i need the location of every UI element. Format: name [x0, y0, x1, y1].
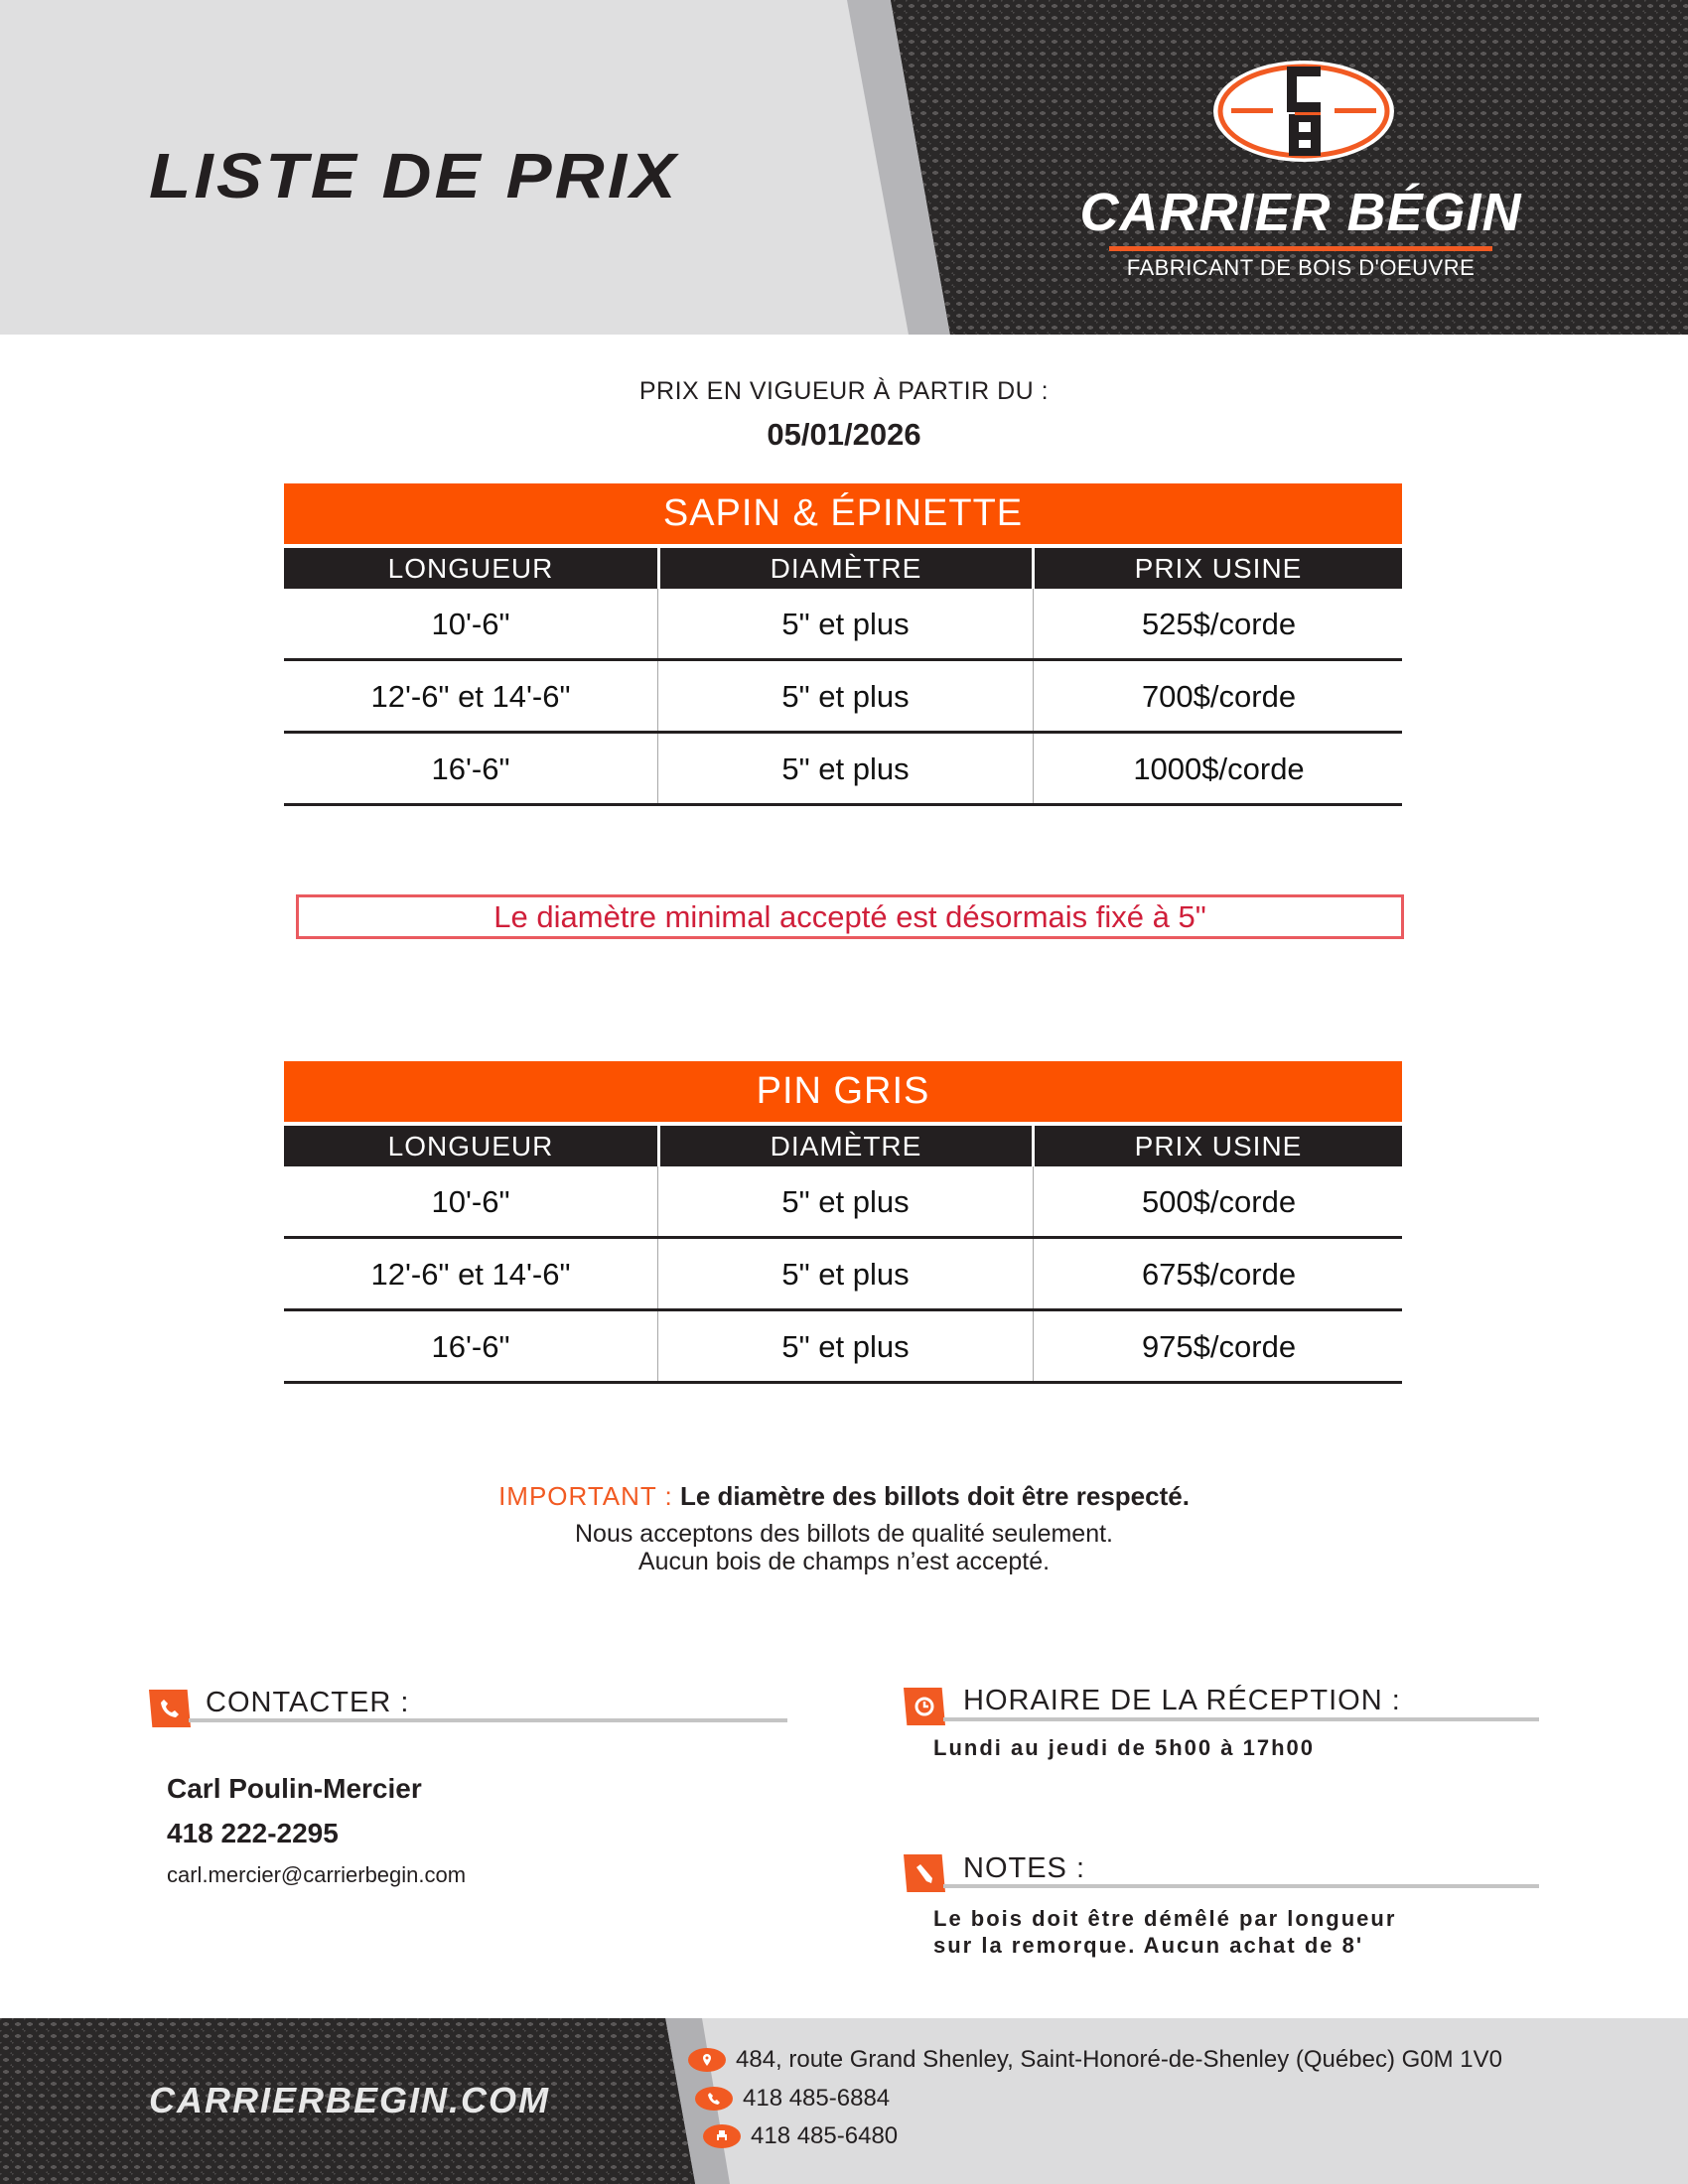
cell-diametre: 5" et plus [657, 1311, 1033, 1381]
hours-heading: HORAIRE DE LA RÉCEPTION : [963, 1685, 1401, 1716]
important-keyword: IMPORTANT : [498, 1481, 673, 1511]
important-message: Le diamètre des billots doit être respecté. [679, 1481, 1190, 1511]
fax-icon [703, 2124, 741, 2148]
table-row [284, 661, 1402, 734]
minimum-diameter-notice: Le diamètre minimal accepté est désormais fixé à 5" [296, 894, 1404, 939]
column-header-diametre: DIAMÈTRE [657, 1126, 1032, 1166]
table-row [284, 1239, 1402, 1311]
table-title: SAPIN & ÉPINETTE [284, 483, 1402, 544]
notes-heading: NOTES : [963, 1852, 1086, 1884]
page-footer [0, 2018, 1688, 2184]
phone-text[interactable]: 418 485-6884 [743, 2085, 891, 2112]
page-title: LISTE DE PRIX [149, 140, 679, 211]
footer-address [688, 2046, 1502, 2074]
cell-diametre: 5" et plus [657, 1166, 1033, 1236]
table-header-row [284, 1126, 1402, 1166]
phone-icon [695, 2087, 733, 2111]
table-row [284, 1166, 1402, 1239]
contact-phone[interactable]: 418 222-2295 [167, 1818, 339, 1848]
contact-name: Carl Poulin-Mercier [167, 1773, 422, 1804]
column-header-diametre: DIAMÈTRE [657, 548, 1032, 589]
column-header-prix-usine: PRIX USINE [1032, 1126, 1402, 1166]
hours-text: Lundi au jeudi de 5h00 à 17h00 [933, 1735, 1315, 1760]
cell-diametre: 5" et plus [657, 661, 1033, 731]
brand-underline [1109, 246, 1492, 251]
footer-phone [695, 2085, 890, 2113]
cell-longueur: 10'-6" [431, 1184, 510, 1219]
table-row [284, 1311, 1402, 1384]
contact-heading: CONTACTER : [206, 1687, 410, 1718]
cell-prix: 975$/corde [1033, 1311, 1404, 1381]
location-pin-icon [688, 2048, 726, 2072]
contact-email-link[interactable]: carl.mercier@carrierbegin.com [167, 1862, 467, 1887]
brand-name: CARRIER BÉGIN [1079, 183, 1522, 242]
cell-longueur: 12'-6" et 14'-6" [370, 1257, 571, 1292]
website-link[interactable]: CARRIERBEGIN.COM [149, 2080, 551, 2120]
phone-icon [149, 1690, 191, 1727]
clock-icon [904, 1688, 945, 1725]
notes-text-line-2: sur la remorque. Aucun achat de 8' [933, 1933, 1364, 1958]
cell-longueur: 12'-6" et 14'-6" [370, 679, 571, 714]
price-table-sapin-epinette [284, 483, 1402, 806]
effective-date: 05/01/2026 [767, 417, 921, 452]
cell-prix: 675$/corde [1033, 1239, 1404, 1308]
price-table-pin-gris [284, 1061, 1402, 1384]
column-header-longueur: LONGUEUR [387, 1131, 554, 1161]
cell-prix: 1000$/corde [1033, 734, 1404, 803]
important-note [0, 1481, 1688, 1512]
table-row [284, 589, 1402, 661]
notes-text-line-1: Le bois doit être démêlé par longueur [933, 1906, 1397, 1931]
field-wood-note: Aucun bois de champs n’est accepté. [637, 1548, 1051, 1575]
cell-prix: 700$/corde [1033, 661, 1404, 731]
cell-prix: 500$/corde [1033, 1166, 1404, 1236]
cell-longueur: 10'-6" [431, 607, 510, 641]
address-text: 484, route Grand Shenley, Saint-Honoré-de-Shenley (Québec) G0M 1V0 [736, 2046, 1502, 2073]
effective-date-label: PRIX EN VIGUEUR À PARTIR DU : [638, 377, 1050, 405]
quality-note: Nous acceptons des billots de qualité seulement. [575, 1520, 1113, 1548]
cell-diametre: 5" et plus [657, 589, 1033, 658]
footer-fax [703, 2122, 898, 2150]
brand-tagline: FABRICANT DE BOIS D'OEUVRE [1126, 255, 1476, 280]
cell-diametre: 5" et plus [657, 1239, 1033, 1308]
cell-longueur: 16'-6" [431, 751, 510, 786]
hours-divider [943, 1717, 1539, 1721]
column-header-prix-usine: PRIX USINE [1032, 548, 1402, 589]
table-header-row [284, 548, 1402, 589]
pencil-icon [904, 1854, 945, 1892]
cell-prix: 525$/corde [1033, 589, 1404, 658]
cell-diametre: 5" et plus [657, 734, 1033, 803]
table-title: PIN GRIS [284, 1061, 1402, 1122]
column-header-longueur: LONGUEUR [387, 553, 554, 584]
carrier-begin-logo [1209, 57, 1398, 166]
page-header [0, 0, 1688, 335]
cell-longueur: 16'-6" [431, 1329, 510, 1364]
fax-text: 418 485-6480 [751, 2122, 899, 2149]
table-row [284, 734, 1402, 806]
